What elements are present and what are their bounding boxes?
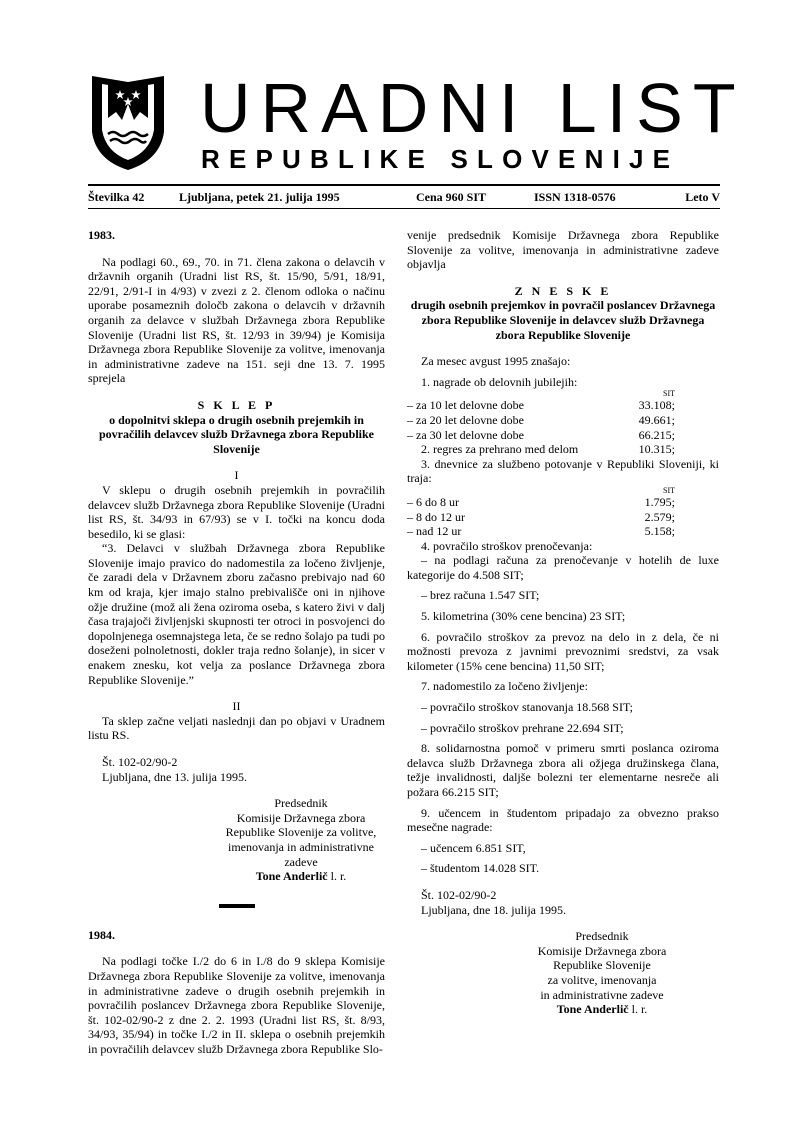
unit-label: SIT: [663, 485, 675, 495]
signature-line: Predsednik: [274, 796, 328, 811]
right-column: [407, 228, 719, 1017]
rate-row: [407, 495, 719, 510]
signature-line: Komisije Državnega zbora: [236, 810, 366, 825]
rate-row: [407, 510, 719, 525]
masthead-subtitle: REPUBLIKE SLOVENIJE: [201, 144, 680, 174]
paragraph: V sklepu o drugih osebnih prejemkih in povračilih delavcev služb Državnega zbora Republike Slovenije (Uradni list RS, št. 34/93 in 67/93) se v I. točki na koncu doda besedilo, ki se glasi:: [88, 482, 385, 541]
doc-number: 1984.: [88, 927, 115, 942]
issue-price: Cena 960 SIT: [416, 190, 487, 204]
issue-number: Številka 42: [88, 190, 145, 204]
doc-preamble-part-2: venije predsednik Komisije Državnega zbora Republike Slovenije za volitve, imenovanja in administrativne zadeve objavlja: [407, 228, 719, 272]
rate-value: 66.215;: [638, 427, 675, 442]
list-item: – brez računa 1.547 SIT;: [421, 588, 540, 603]
list-item: 5. kilometrina (30% cene bencina) 23 SIT;: [421, 609, 626, 624]
signer-name: Tone Anderlič: [556, 1002, 629, 1017]
unit-label: SIT: [663, 389, 675, 399]
list-item: 1. nagrade ob delovnih jubilejih:: [421, 374, 578, 389]
rate-row: [407, 398, 719, 413]
rate-value: 1.795;: [644, 494, 675, 509]
issue-place-date: Ljubljana, petek 21. julija 1995: [179, 190, 340, 204]
paragraph: Ta sklep začne veljati naslednji dan po objavi v Uradnem listu RS.: [88, 713, 385, 743]
signature-block: [517, 929, 687, 1017]
rate-label: – za 30 let delovne dobe: [407, 427, 524, 442]
rate-value: 5.158;: [644, 524, 675, 539]
signature-line: imenovanja in administrativne: [228, 839, 374, 854]
doc-subheading: o dopolnitvi sklepa o drugih osebnih prejemkih in povračilih delavcev služb Državnega zbora Republike Slovenije: [99, 412, 374, 456]
doc-heading: S K L E P: [197, 397, 276, 412]
slovenia-coat-of-arms-icon: [88, 74, 168, 172]
section-number: I: [234, 468, 239, 483]
rate-label: – nad 12 ur: [407, 524, 462, 539]
date-line: Ljubljana, dne 18. julija 1995.: [421, 902, 566, 917]
divider: [88, 208, 720, 209]
rate-value: 33.108;: [638, 398, 675, 413]
rate-value: 2.579;: [644, 509, 675, 524]
reference-number: Št. 102-02/90-2: [102, 755, 178, 769]
rate-value: 10.315;: [638, 442, 675, 457]
rate-row: [407, 442, 719, 457]
signature-line: Republike Slovenije za volitve,: [225, 825, 377, 840]
list-item: 6. povračilo stroškov za prevoz na delo in z dela, če ni možnosti prevoza z javnimi prevoznimi sredstvi, za vsak kilometer (15% cene bencina) 11,50 SIT;: [407, 629, 719, 673]
list-item: 3. dnevnice za službeno potovanje v Republiki Sloveniji, ki traja:: [407, 456, 719, 486]
list-item: 7. nadomestilo za ločeno življenje:: [421, 679, 588, 694]
list-item: 4. povračilo stroškov prenočevanja:: [421, 538, 593, 553]
list-item: – povračilo stroškov stanovanja 18.568 SIT;: [421, 700, 633, 715]
masthead-title: URADNI LIST: [200, 69, 746, 147]
divider: [88, 184, 720, 186]
signer-name: Tone Anderlič: [255, 869, 328, 884]
signature-line: Komisije Državnega zbora: [537, 943, 667, 958]
date-line: Ljubljana, dne 13. julija 1995.: [102, 769, 247, 784]
issue-issn: ISSN 1318-0576: [534, 190, 616, 204]
signature-line: in administrativne zadeve: [540, 987, 664, 1002]
rate-label: – 6 do 8 ur: [407, 494, 459, 509]
doc-preamble: Na podlagi 60., 69., 70. in 71. člena zakona o delavcih v državnih organih (Uradni list RS, št. 15/90, 5/91, 18/91, 22/91, 2/91-I in 4/93) v zvezi z 2. členom odloka o načinu uporabe posameznih določb zakona o delavcih v državnih organih za delavce v službah Državnega zbora Republike Slovenije (Uradni list RS, št. 12/93 in 39/94) je Komisija Državnega zbora Republike Slovenije za volitve, imenovanja in administrativne zadeve na 151. seji dne 13. 7. 1995 sprejela: [88, 254, 385, 386]
rate-row: [407, 428, 719, 443]
doc-subheading: drugih osebnih prejemkov in povračil poslancev Državnega zbora Republike Slovenije in delavcev služb Državnega zbora Republike Slovenije: [410, 298, 716, 342]
section-number: II: [232, 699, 241, 714]
list-item: – povračilo stroškov prehrane 22.694 SIT;: [421, 720, 624, 735]
signature-line: za volitve, imenovanja: [547, 972, 657, 987]
list-item: 8. solidarnostna pomoč v primeru smrti poslanca oziroma delavca služb Državnega zbora ali ožjega družinskega člana, težje invalidnosti, daljše bolezni ter elementarne nesreče ali požara 66.215 SIT;: [407, 741, 719, 799]
doc-heading: Z N E S K E: [514, 283, 612, 298]
left-column: [88, 228, 385, 1057]
rate-value: 49.661;: [638, 412, 675, 427]
rate-row: [407, 413, 719, 428]
rate-label: – za 10 let delovne dobe: [407, 398, 524, 413]
signature-line: Republike Slovenije: [553, 958, 651, 973]
list-item: – na podlagi računa za prenočevanje v hotelih de luxe kategorije do 4.508 SIT;: [407, 553, 719, 582]
rate-label: – za 20 let delovne dobe: [407, 412, 524, 427]
list-item: 9. učencem in študentom pripadajo za obvezno prakso mesečne nagrade:: [407, 805, 719, 835]
rate-row: [407, 524, 719, 539]
issue-year: Leto V: [685, 190, 720, 204]
paragraph: Za mesec avgust 1995 znašajo:: [421, 354, 571, 369]
signer-suffix: l. r.: [628, 1002, 648, 1017]
signature-line: Predsednik: [575, 929, 629, 944]
signature-block: [216, 796, 386, 884]
paragraph: “3. Delavci v službah Državnega zbora Republike Slovenije imajo pravico do nadomestila za ločeno življenje, če zaradi dela v Državnem zboru začasno prebivajo nad 60 km od kraja, kjer imajo stalno prebivališče oni in njihove ožje družine (mož ali žena oziroma oseba, s katero živi v dalj časa trajajoči življenjski skupnosti ter otroci in posvojenci do dopolnjenega osemnajstega leta, če se redno šolajo pa tudi po doseženi polnoletnosti, dokler traja redno šolanje), in sicer v enakem znesku, kot velja za poslance Državnega zbora Republike Slovenije.”: [88, 541, 385, 687]
reference-number: Št. 102-02/90-2: [421, 887, 497, 902]
list-item: – študentom 14.028 SIT.: [421, 861, 540, 876]
signer-suffix: l. r.: [327, 869, 347, 884]
doc-number: 1983.: [88, 228, 115, 242]
rate-label: 2. regres za prehrano med delom: [421, 442, 579, 457]
doc-preamble-part-1: Na podlagi točke I./2 do 6 in I./8 do 9 sklepa Komisije Državnega zbora Republike Slovenije za volitve, imenovanja in administrativne zadeve o drugih osebnih prejemkih in povračilih poslancev Državnega zbora Republike Slovenije, št. 102-02/90-2 z dne 2. 2. 1993 (Uradni list RS, št. 8/93, 34/93, 35/94) in točke I./2 in II. sklepa o osebnih prejemkih in povračilih delavcev služb Državnega zbora Republike Slo-: [88, 954, 385, 1056]
issue-info-bar: [88, 189, 720, 207]
rate-label: – 8 do 12 ur: [407, 509, 465, 524]
signature-line: zadeve: [284, 854, 318, 869]
list-item: – učencem 6.851 SIT,: [421, 840, 526, 855]
